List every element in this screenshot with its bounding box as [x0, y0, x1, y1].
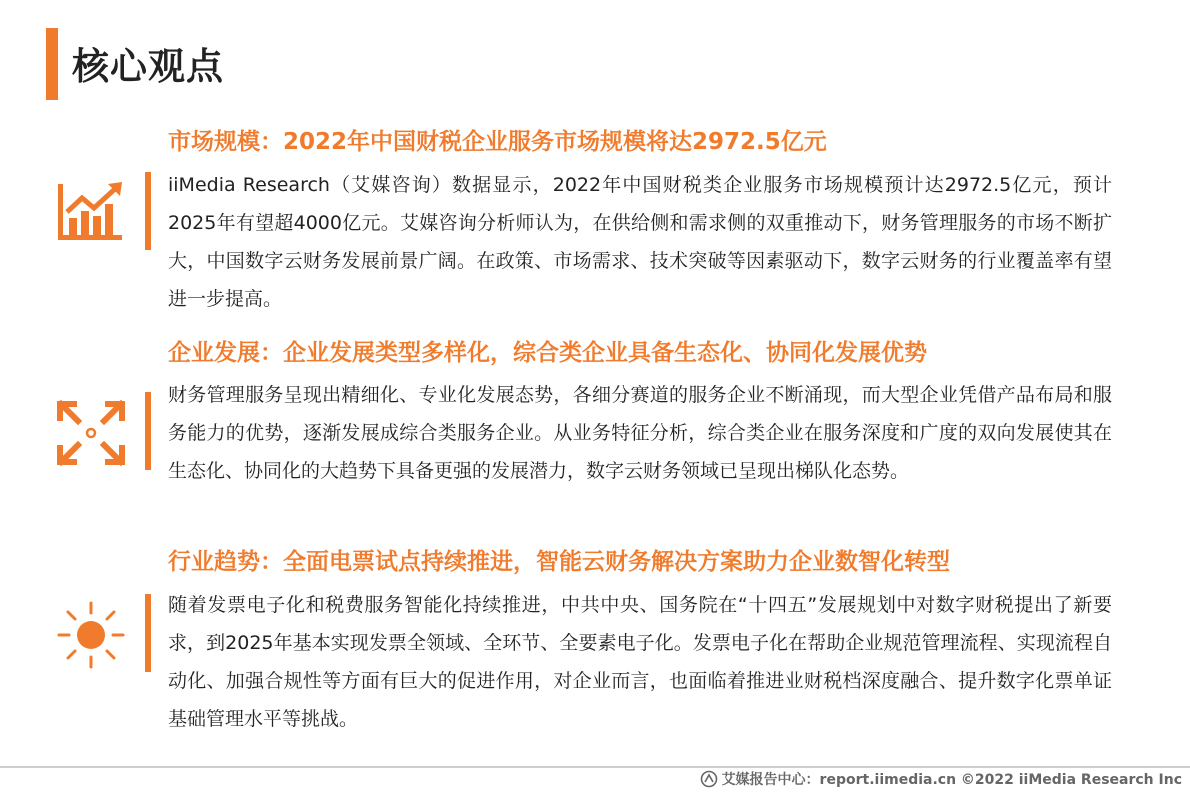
footer — [700, 769, 1182, 789]
sun-icon — [56, 600, 126, 670]
footer-divider — [0, 766, 1190, 768]
growth-chart-icon — [56, 178, 126, 248]
section-divider-bar — [145, 594, 151, 672]
section-body-market-size: iiMedia Research（艾媒咨询）数据显示，2022年中国财税类企业服务市场规模预计达2972.5亿元，预计2025年有望超4000亿元。艾媒咨询分析师认为，在供给侧和需求侧的双重推动下，财务管理服务的市场不断扩大，中国数字云财务发展前景广阔。在政策、市场需求、技术突破等因素驱动下，数字云财务的行业覆盖率有望进一步提高。 — [168, 174, 1112, 310]
section-divider-bar — [145, 392, 151, 470]
section-body-enterprise-development: 财务管理服务呈现出精细化、专业化发展态势，各细分赛道的服务企业不断涌现，而大型企业凭借产品布局和服务能力的优势，逐渐发展成综合类服务企业。从业务特征分析，综合类企业在服务深度和广度的双向发展使其在生态化、协同化的大趋势下具备更强的发展潜力，数字云财务领域已呈现出梯队化态势。 — [168, 384, 1112, 482]
title-accent-bar — [46, 28, 58, 100]
section-heading-enterprise-development: 企业发展：企业发展类型多样化，综合类企业具备生态化、协同化发展优势 — [168, 340, 927, 366]
iimedia-logo-icon — [700, 770, 718, 788]
section-heading-market-size: 市场规模：2022年中国财税企业服务市场规模将达2972.5亿元 — [168, 129, 827, 155]
section-heading-industry-trend: 行业趋势：全面电票试点持续推进，智能云财务解决方案助力企业数智化转型 — [168, 549, 950, 575]
expand-arrows-icon — [56, 398, 126, 468]
page-title: 核心观点 — [72, 45, 224, 88]
section-body-industry-trend: 随着发票电子化和税费服务智能化持续推进，中共中央、国务院在“十四五”发展规划中对数字财税提出了新要求，到2025年基本实现发票全领域、全环节、全要素电子化。发票电子化在帮助企业规范管理流程、实现流程自动化、加强合规性等方面有巨大的促进作用，对企业而言，也面临着推进业财税档深度融合、提升数字化票单证基础管理水平等挑战。 — [168, 594, 1112, 730]
footer-text: 艾媒报告中心：report.iimedia.cn ©2022 iiMedia Research Inc — [721, 772, 1182, 788]
section-divider-bar — [145, 172, 151, 250]
